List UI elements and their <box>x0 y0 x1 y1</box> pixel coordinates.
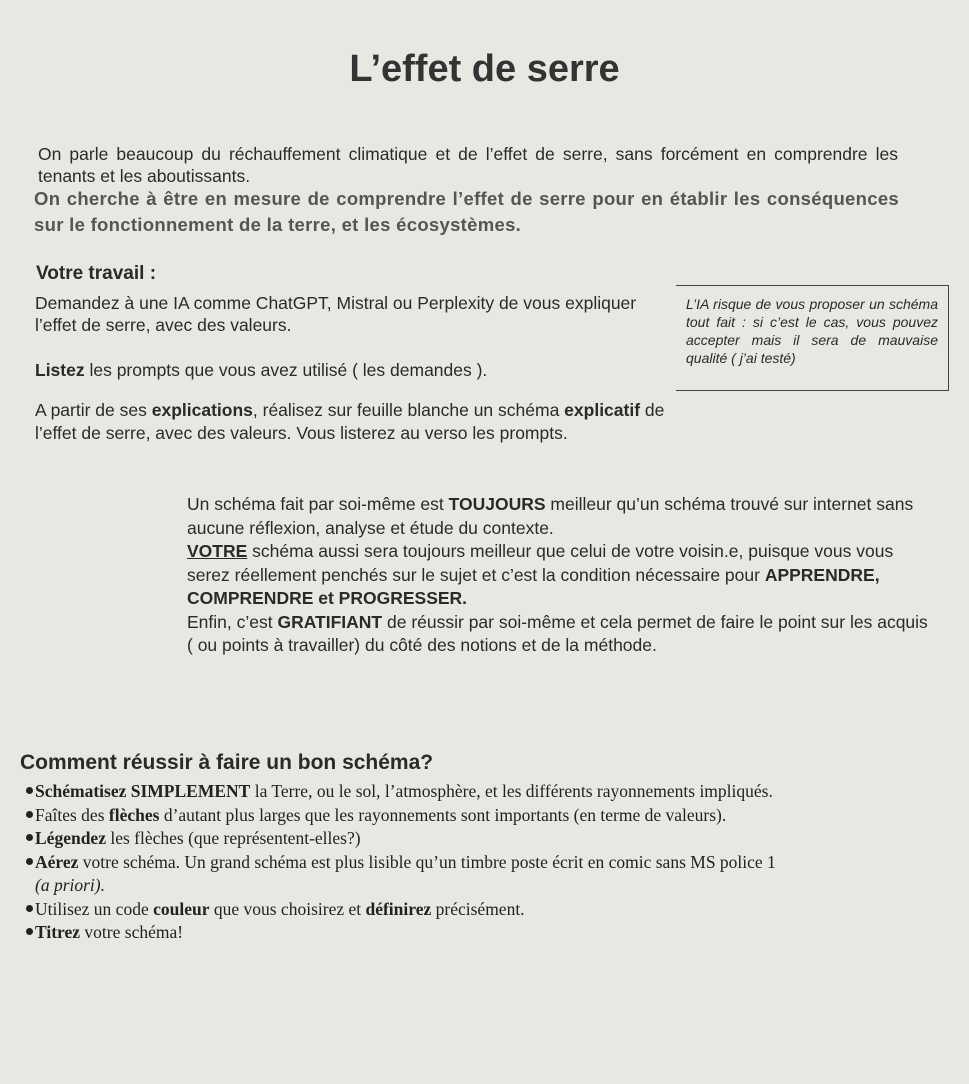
bullet-icon <box>26 858 33 865</box>
item-text: précisément. <box>431 898 525 919</box>
item-bold: Titrez <box>35 922 81 942</box>
bullet-icon <box>26 787 33 794</box>
item-text: d’autant plus larges que les rayonnements sont importants (en terme de valeurs). <box>159 804 727 825</box>
list-item <box>22 898 962 922</box>
howto-list <box>22 780 962 945</box>
apartir-bold-1: explications <box>151 400 253 420</box>
bullet-icon <box>26 811 33 818</box>
item-text: votre schéma! <box>80 922 184 942</box>
instruction-list-prompts <box>35 359 487 381</box>
howto-heading: Comment réussir à faire un bon schéma? <box>20 751 434 774</box>
motivation-note <box>187 493 929 658</box>
list-item <box>22 804 962 828</box>
item-bold: Schématisez SIMPLEMENT <box>35 781 251 801</box>
work-heading: Votre travail : <box>36 263 157 284</box>
intro-paragraph-2: On cherche à être en mesure de comprendre l’effet de serre pour en établir les conséquences sur le fonctionnement de la terre, et les écosystèmes. <box>34 188 899 235</box>
instruction-ask-ai: Demandez à une IA comme ChatGPT, Mistral ou Perplexity de vous expliquer l’effet de serre, avec des valeurs. <box>35 293 637 335</box>
bullet-icon <box>26 834 33 841</box>
note-text-3a: Enfin, c’est <box>187 611 278 632</box>
apartir-text-1: A partir de ses <box>35 400 152 420</box>
list-item <box>22 827 962 851</box>
item-bold: couleur <box>153 898 210 919</box>
instruction-draw-diagram <box>35 399 695 445</box>
apartir-bold-2: explicatif <box>564 400 641 420</box>
note-text-1c: meilleur qu’un schéma trouvé sur internet sans aucune réflexion, analyse et étude du contexte. <box>187 494 914 538</box>
item-text: la Terre, ou le sol, l’atmosphère, et les différents rayonnements impliqués. <box>250 781 773 801</box>
note-bold-toujours: TOUJOURS <box>448 494 546 514</box>
list-item-continuation: (a priori). <box>35 875 105 895</box>
item-bold: flèches <box>108 804 160 825</box>
note-text-1a: Un schéma fait par soi-même est <box>187 494 449 514</box>
item-text-mid: que vous choisirez et <box>209 898 366 919</box>
list-item <box>22 851 962 875</box>
listez-bold: Listez <box>35 360 85 380</box>
bullet-icon <box>26 928 33 935</box>
note-bold-apprendre: APPRENDRE, COMPRENDRE et PROGRESSER. <box>187 564 880 608</box>
bullet-icon <box>26 905 33 912</box>
page-title: L’effet de serre <box>349 48 620 90</box>
item-text: les flèches (que représentent-elles?) <box>105 828 361 848</box>
item-bold: Légendez <box>35 828 106 848</box>
note-bold-gratifiant: GRATIFIANT <box>277 611 383 632</box>
item-bold-2: définirez <box>365 898 432 919</box>
apartir-text-3: de l’effet de serre, avec des valeurs. Vous listerez au verso les prompts. <box>35 400 665 443</box>
list-item <box>22 921 962 945</box>
listez-text: les prompts que vous avez utilisé ( les demandes ). <box>84 360 488 380</box>
item-text-pre: Utilisez un code <box>35 898 154 919</box>
apartir-text-2: , réalisez sur feuille blanche un schéma <box>252 400 565 420</box>
note-text-2b: schéma aussi sera toujours meilleur que celui de votre voisin.e, puisque vous vous serez réellement penchés sur le sujet et c’est la condition nécessaire pour <box>187 541 894 585</box>
note-bold-votre: VOTRE <box>187 541 248 561</box>
note-text-3c: de réussir par soi-même et cela permet de faire le point sur les acquis ( ou points à travailler) du côté des notions et de la méthode. <box>187 611 928 655</box>
list-item <box>22 780 962 804</box>
intro-paragraph-1: On parle beaucoup du réchauffement climatique et de l’effet de serre, sans forcément en comprendre les tenants et les aboutissants. <box>38 144 898 186</box>
item-text-pre: Faîtes des <box>35 804 109 825</box>
ai-warning-box: L’IA risque de vous proposer un schéma tout fait : si c’est le cas, vous pouvez accepter mais il sera de mauvaise qualité ( j’ai testé) <box>676 285 949 391</box>
item-bold: Aérez <box>35 851 79 872</box>
item-text: votre schéma. Un grand schéma est plus lisible qu’un timbre poste écrit en comic sans MS police 1 <box>78 851 776 872</box>
